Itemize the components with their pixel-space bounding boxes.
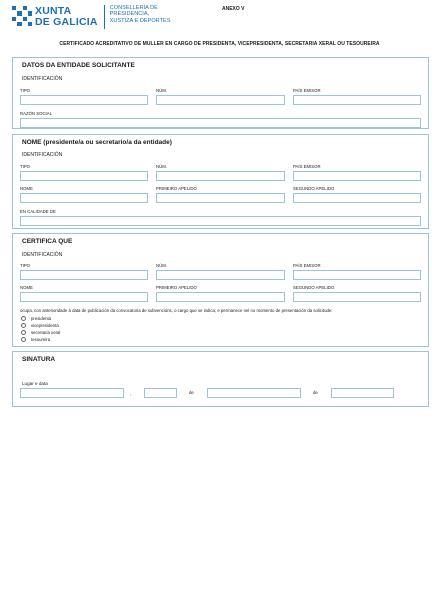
name-pais-field[interactable] bbox=[293, 171, 421, 181]
name-nome-label: NOME bbox=[20, 186, 33, 191]
certify-num-label: NÚM. bbox=[156, 263, 167, 268]
entity-identification-label: IDENTIFICACIÓN bbox=[22, 76, 63, 82]
logo-divider bbox=[104, 5, 105, 29]
department-name: CONSELLERÍA DE PRESIDENCIA, XUSTIZA E DEPORTES bbox=[109, 5, 171, 24]
xunta-emblem-icon bbox=[12, 6, 32, 26]
name-num-field[interactable] bbox=[156, 171, 285, 181]
month-field[interactable] bbox=[207, 388, 301, 398]
place-field[interactable] bbox=[20, 388, 124, 398]
name-num-label: NÚM. bbox=[156, 164, 167, 169]
name-nome-field[interactable] bbox=[20, 193, 148, 203]
entity-num-label: NÚM. bbox=[156, 88, 167, 93]
de-separator-2: de bbox=[313, 390, 318, 395]
signature-section-title: SINATURA bbox=[22, 356, 56, 363]
entity-razon-label: RAZÓN SOCIAL bbox=[20, 111, 52, 116]
name-section bbox=[12, 134, 429, 229]
signature-section bbox=[12, 351, 429, 407]
name-apelido1-label: PRIMEIRO APELIDO bbox=[156, 186, 197, 191]
certify-pais-field[interactable] bbox=[293, 270, 421, 280]
year-field[interactable] bbox=[331, 388, 394, 398]
name-apelido2-label: SEGUNDO APELIDO bbox=[293, 186, 335, 191]
entity-pais-label: PAÍS EMISOR bbox=[293, 88, 321, 93]
day-field[interactable] bbox=[144, 388, 177, 398]
certify-statement: ocupa, con anterioridade á data de publicación da convocatoria de subvencións, o cargo que se indica, e permanece nel no momento de presentación da solicitude: bbox=[20, 308, 333, 313]
certify-apelido1-label: PRIMEIRO APELIDO bbox=[156, 285, 197, 290]
name-apelido1-field[interactable] bbox=[156, 193, 285, 203]
certify-apelido2-label: SEGUNDO APELIDO bbox=[293, 285, 335, 290]
certify-num-field[interactable] bbox=[156, 270, 285, 280]
entity-num-field[interactable] bbox=[156, 95, 285, 105]
name-section-title: NOME (presidente/a ou secretario/a da entidade) bbox=[22, 139, 172, 146]
name-apelido2-field[interactable] bbox=[293, 193, 421, 203]
de-separator-1: de bbox=[189, 390, 194, 395]
certify-pais-label: PAÍS EMISOR bbox=[293, 263, 321, 268]
entity-tipo-label: TIPO bbox=[20, 88, 31, 93]
entity-tipo-field[interactable] bbox=[20, 95, 148, 105]
certify-apelido2-field[interactable] bbox=[293, 292, 421, 302]
comma-separator: , bbox=[130, 391, 132, 396]
entity-section bbox=[12, 57, 429, 129]
annex-label: ANEXO V bbox=[222, 6, 245, 12]
name-tipo-label: TIPO bbox=[20, 164, 31, 169]
option-presidenta-label: presidenta bbox=[31, 316, 52, 321]
option-secretaria-xeral-label: secretaria xeral bbox=[31, 330, 61, 335]
option-tesoureira-radio[interactable] bbox=[21, 337, 26, 342]
name-calidade-field[interactable] bbox=[20, 216, 421, 226]
name-pais-label: PAÍS EMISOR bbox=[293, 164, 321, 169]
xunta-logo bbox=[12, 4, 177, 30]
entity-pais-field[interactable] bbox=[293, 95, 421, 105]
place-date-label: Lugar e data bbox=[22, 381, 48, 386]
option-secretaria-xeral-radio[interactable] bbox=[21, 330, 26, 335]
document-title: CERTIFICADO ACREDITATIVO DE MULLER EN CARGO DE PRESIDENTA, VICEPRESIDENTA, SECRETARIA XERAL OU TESOUREIRA bbox=[59, 41, 380, 47]
name-calidade-label: EN CALIDADE DE bbox=[20, 209, 56, 214]
certify-tipo-field[interactable] bbox=[20, 270, 148, 280]
certify-section-title: CERTIFICA QUE bbox=[22, 238, 73, 245]
certify-tipo-label: TIPO bbox=[20, 263, 31, 268]
option-vicepresidenta-label: vicepresidenta bbox=[31, 323, 59, 328]
certify-nome-field[interactable] bbox=[20, 292, 148, 302]
certify-section bbox=[12, 233, 429, 347]
option-vicepresidenta-radio[interactable] bbox=[21, 323, 26, 328]
name-identification-label: IDENTIFICACIÓN bbox=[22, 152, 63, 158]
certify-identification-label: IDENTIFICACIÓN bbox=[22, 252, 63, 258]
certify-nome-label: NOME bbox=[20, 285, 33, 290]
entity-section-title: DATOS DA ENTIDADE SOLICITANTE bbox=[22, 62, 135, 69]
name-tipo-field[interactable] bbox=[20, 171, 148, 181]
entity-razon-field[interactable] bbox=[20, 118, 421, 128]
logo-name: XUNTA DE GALICIA bbox=[35, 5, 98, 28]
option-presidenta-radio[interactable] bbox=[21, 316, 26, 321]
certify-apelido1-field[interactable] bbox=[156, 292, 285, 302]
option-tesoureira-label: tesoureira bbox=[31, 337, 51, 342]
